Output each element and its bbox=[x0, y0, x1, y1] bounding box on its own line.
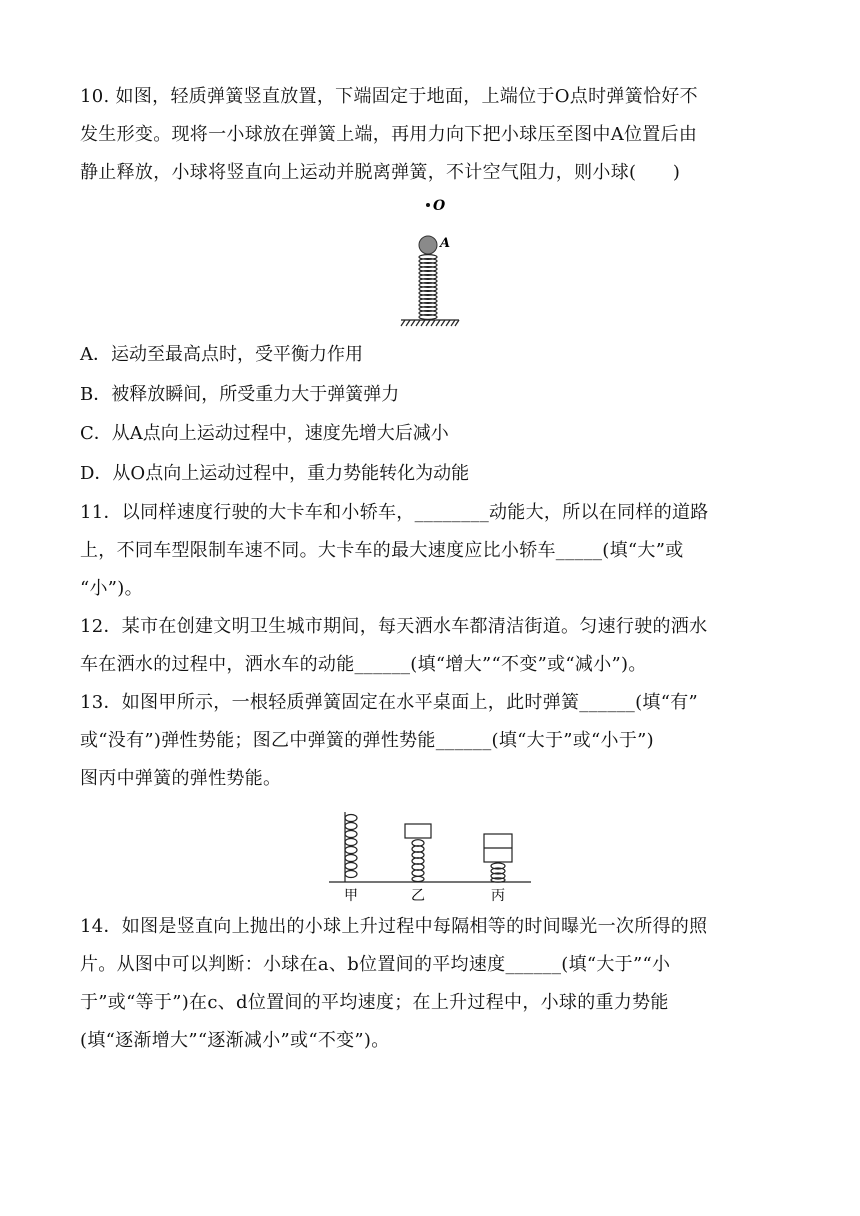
q10-option-b: B．被释放瞬间，所受重力大于弹簧弹力 bbox=[80, 384, 400, 405]
q10-option-a: A．运动至最高点时，受平衡力作用 bbox=[80, 344, 363, 365]
q14-line-1: 14．如图是竖直向上抛出的小球上升过程中每隔相等的时间曝光一次所得的照 bbox=[80, 916, 708, 937]
q10-line-1: 10. 如图，轻质弹簧竖直放置，下端固定于地面，上端位于O点时弹簧恰好不 bbox=[80, 86, 698, 107]
q11-line-1: 11．以同样速度行驶的大卡车和小轿车，________动能大，所以在同样的道路 bbox=[80, 502, 709, 523]
spring-bing bbox=[484, 834, 512, 882]
q10-line-2: 发生形变。现将一小球放在弹簧上端，再用力向下把小球压至图中A位置后由 bbox=[80, 124, 698, 145]
q13-line-2: 或“没有”)弹性势能；图乙中弹簧的弹性势能______(填“大于”或“小于”) bbox=[80, 730, 654, 751]
q14-line-3: 于”或“等于”)在c、d位置间的平均速度；在上升过程中，小球的重力势能 bbox=[80, 992, 669, 1013]
spring-yi bbox=[405, 824, 431, 882]
label-yi: 乙 bbox=[411, 888, 425, 904]
ball bbox=[419, 236, 437, 254]
spring-coils bbox=[419, 255, 437, 320]
q11-line-3: “小”)。 bbox=[80, 578, 143, 599]
q12-line-1: 12．某市在创建文明卫生城市期间，每天洒水车都清洁街道。匀速行驶的洒水 bbox=[80, 616, 708, 637]
ground bbox=[401, 320, 459, 326]
spring-jia bbox=[345, 812, 357, 882]
q12-line-2: 车在洒水的过程中，洒水车的动能______(填“增大”“不变”或“减小”)。 bbox=[80, 654, 647, 675]
label-a: A bbox=[440, 236, 451, 251]
q10-spring-figure bbox=[395, 192, 475, 332]
q13-springs-figure bbox=[325, 808, 535, 904]
q10-option-c: C．从A点向上运动过程中，速度先增大后减小 bbox=[80, 423, 449, 444]
q14-line-2: 片。从图中可以判断：小球在a、b位置间的平均速度______(填“大于”“小 bbox=[80, 954, 671, 975]
label-jia: 甲 bbox=[344, 888, 358, 904]
q14-line-4: (填“逐渐增大”“逐渐减小”或“不变”)。 bbox=[80, 1030, 390, 1051]
label-bing: 丙 bbox=[491, 888, 505, 904]
point-o-dot bbox=[426, 203, 430, 207]
q13-line-1: 13．如图甲所示，一根轻质弹簧固定在水平桌面上，此时弹簧______(填“有” bbox=[80, 692, 699, 713]
q11-line-2: 上，不同车型限制车速不同。大卡车的最大速度应比小轿车_____(填“大”或 bbox=[80, 540, 684, 561]
q13-line-3: 图丙中弹簧的弹性势能。 bbox=[80, 768, 282, 789]
label-o: O bbox=[433, 198, 446, 214]
q10-line-3: 静止释放，小球将竖直向上运动并脱离弹簧，不计空气阻力，则小球( ) bbox=[80, 162, 681, 183]
q10-option-d: D．从O点向上运动过程中，重力势能转化为动能 bbox=[80, 463, 470, 484]
